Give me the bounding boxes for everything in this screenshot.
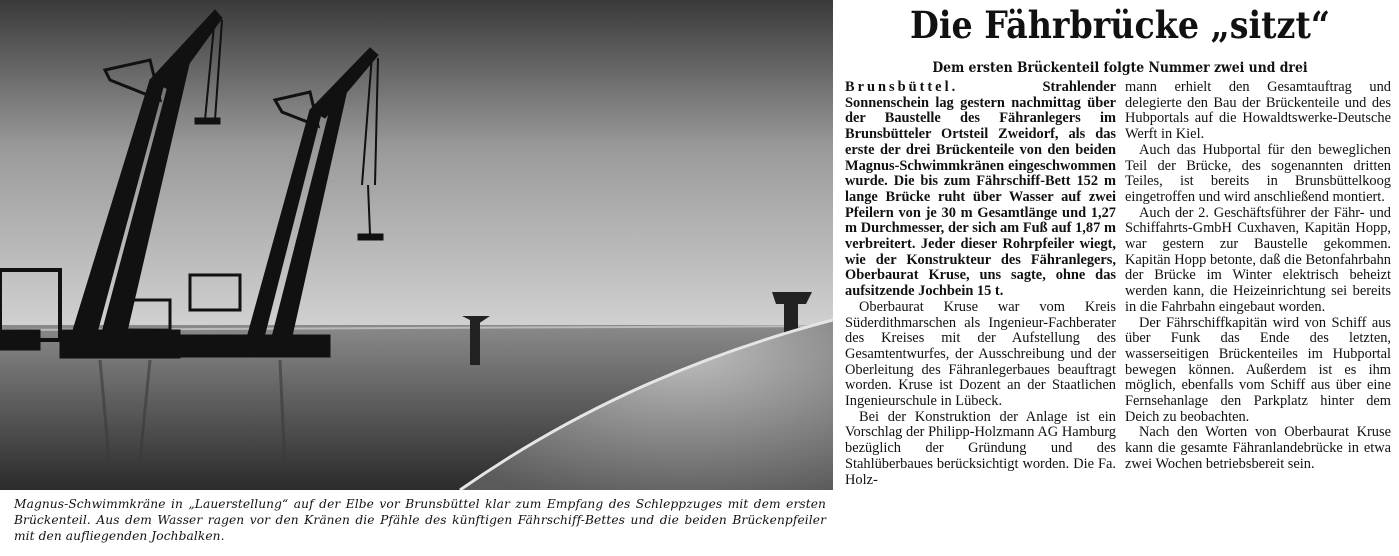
paragraph: mann erhielt den Gesamtauftrag und delegierte den Bau der Brückenteile und des Hubportals auf die Howaldtswerke-Deutsche Werft in Kiel. bbox=[1125, 79, 1391, 143]
subheadline: Dem ersten Brückenteil folgte Nummer zwei und drei bbox=[932, 60, 1308, 76]
article-column-1 bbox=[845, 80, 1116, 488]
lead-paragraph bbox=[845, 80, 1116, 300]
paragraph: Auch das Hubportal für den beweglichen Teil der Brücke, des sogenannten dritten Teiles, ist bereits in Brunsbüttelkoog eingetroffen und wird anschließend montiert. bbox=[1125, 141, 1391, 205]
dateline: Brunsbüttel. bbox=[845, 79, 959, 95]
paragraph: Oberbaurat Kruse war vom Kreis Süderdithmarschen als Ingenieur-Fachberater des Kreises mit der Aufstellung des Gesamtentwurfes, der Ausschreibung und der Oberleitung des Fähranlegerbaues beauftragt worden. Kruse ist Dozent an der Staatlichen Ingenieurschule in Lübeck. bbox=[845, 298, 1116, 410]
headline: Die Fährbrücke „sitzt“ bbox=[909, 3, 1331, 47]
paragraph: Auch der 2. Geschäftsführer der Fähr- und Schiffahrts-GmbH Cuxhaven, Kapitän Hopp, war gestern zur Baustelle gekommen. Kapitän Hopp betonte, daß die Betonfahrbahn der Brücke im Winter elektrisch beheizt werden kann, die Heizeinrichtung sei bereits in die Fahrbahn eingebaut worden. bbox=[1125, 204, 1391, 315]
photo-caption: Magnus-Schwimmkräne in „Lauerstellung“ auf der Elbe vor Brunsbüttel klar zum Empfang des Schleppzuges mit dem ersten Brückenteil. Aus dem Wasser ragen vor den Kränen die Pfähle des künftigen Fährschiff-Bettes und die beiden Brückenpfeiler mit den aufliegenden Jochbalken. bbox=[14, 497, 826, 543]
article-column-2 bbox=[1125, 80, 1391, 473]
paragraph: Der Fährschiffkapitän wird von Schiff aus über Funk das Ende des letzten, wasserseitigen Brückenteiles im Hubportal bewegen können. Außerdem ist es ihm möglich, ebenfalls vom Schiff aus über eine Fernsehanlage den Parkplatz hinter dem Deich zu beobachten. bbox=[1125, 314, 1391, 425]
lead-text: Strahlender Sonnenschein lag gestern nachmittag über der Baustelle des Fähranlegers im Brunsbütteler Ortsteil Zweidorf, als das erste der drei Brückenteile von den beiden Magnus-Schwimmkränen eingeschwommen wurde. Die bis zum Fährschiff-Bett 152 m lange Brücke ruht über Wasser auf zwei Pfeilern von je 30 m Gesamtlänge und 1,27 m Durchmesser, der sich am Fuß auf 1,87 m verbreitert. Jeder dieser Rohrpfeiler wiegt, wie der Konstrukteur des Fähranlegers, Oberbaurat Kruse, uns sagte, ohne das aufsitzende Jochbein 15 t. bbox=[845, 79, 1116, 300]
paragraph: Nach den Worten von Oberbaurat Kruse kann die gesamte Fähranlandebrücke in etwa zwei Wochen betriebsbereit sein. bbox=[1125, 424, 1391, 472]
paragraph: Bei der Konstruktion der Anlage ist ein Vorschlag der Philipp-Holzmann AG Hamburg bezüglich der Gründung und des Stahlüberbaues berücksichtigt worden. Die Fa. Holz- bbox=[845, 408, 1116, 488]
